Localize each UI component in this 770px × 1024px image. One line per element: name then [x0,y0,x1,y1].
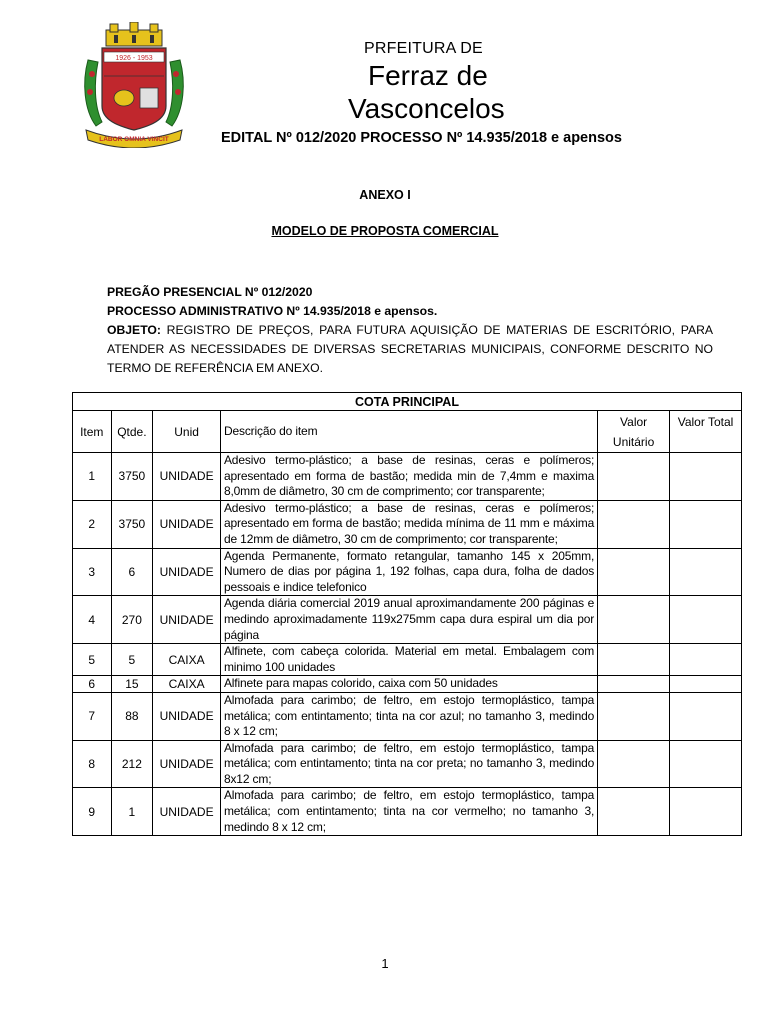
item-descricao: Almofada para carimbo; de feltro, em estojo termoplástico, tampa metálica; com entintamento; tinta na cor vermelho; no tamanho 3, medindo 8 x 12 cm; [220,788,597,836]
item-unid: UNIDADE [153,788,221,836]
processo-adm-line: PROCESSO ADMINISTRATIVO Nº 14.935/2018 e apensos. [107,304,438,318]
item-descricao: Almofada para carimbo; de feltro, em estojo termoplástico, tampa metálica; com entintamento; tinta na cor preta; no tamanho 3, medindo 8x12 cm; [220,740,597,788]
item-qtde: 3750 [111,453,153,501]
pregao-line: PREGÃO PRESENCIAL Nº 012/2020 [107,285,313,299]
table-row [73,788,742,836]
item-number: 6 [73,676,112,693]
header-qtde: Qtde. [111,411,153,453]
header-descricao: Descrição do item [220,411,597,453]
item-valor-total [670,453,742,501]
item-unid: UNIDADE [153,453,221,501]
item-valor-unitario [598,453,670,501]
item-qtde: 15 [111,676,153,693]
item-valor-unitario [598,788,670,836]
item-valor-total [670,788,742,836]
item-descricao: Alfinete para mapas colorido, caixa com 50 unidades [220,676,597,693]
item-descricao: Agenda Permanente, formato retangular, tamanho 145 x 205mm, Numero de dias por página 1, 192 folhas, capa dura, folha de dados pessoais e indice telefonico [220,548,597,596]
item-number: 5 [73,644,112,676]
item-valor-total [670,548,742,596]
svg-text:LABOR OMNIA VINCIT: LABOR OMNIA VINCIT [99,136,169,143]
item-number: 1 [73,453,112,501]
item-unid: UNIDADE [153,740,221,788]
item-qtde: 6 [111,548,153,596]
proposal-info [107,283,713,378]
item-valor-unitario [598,500,670,548]
header-item: Item [73,411,112,453]
item-number: 9 [73,788,112,836]
item-qtde: 1 [111,788,153,836]
item-valor-total [670,596,742,644]
table-row [73,740,742,788]
item-number: 3 [73,548,112,596]
item-descricao: Alfinete, com cabeça colorida. Material em metal. Embalagem com minimo 100 unidades [220,644,597,676]
item-valor-unitario [598,740,670,788]
item-number: 2 [73,500,112,548]
item-valor-total [670,740,742,788]
item-valor-total [670,644,742,676]
item-descricao: Adesivo termo-plástico; a base de resinas, ceras e polímeros; apresentado em forma de bastão; medida mínima de 11 mm e máxima de 12mm de diâmetro, 30 cm de comprimento; cor transparente; [220,500,597,548]
item-number: 7 [73,692,112,740]
table-row [73,692,742,740]
item-qtde: 212 [111,740,153,788]
item-qtde: 5 [111,644,153,676]
table-row [73,453,742,501]
item-valor-total [670,500,742,548]
item-valor-unitario [598,692,670,740]
item-unid: UNIDADE [153,692,221,740]
item-valor-unitario [598,596,670,644]
item-valor-total [670,692,742,740]
item-qtde: 270 [111,596,153,644]
item-unid: CAIXA [153,644,221,676]
item-valor-unitario [598,676,670,693]
item-valor-unitario [598,644,670,676]
anexo-title: ANEXO I [359,188,411,202]
processo-number: PROCESSO Nº 14.935/2018 e apensos [360,130,622,146]
table-row [73,500,742,548]
modelo-title: MODELO DE PROPOSTA COMERCIAL [271,224,499,238]
table-header-row [73,411,742,453]
header-unid: Unid [153,411,221,453]
edital-number: EDITAL Nº 012/2020 [221,130,357,146]
item-unid: UNIDADE [153,548,221,596]
objeto-paragraph [107,321,713,378]
table-row [73,676,742,693]
coat-of-arms-logo [80,22,188,148]
table-row [73,596,742,644]
prefeitura-label: PRFEITURA DE [364,40,483,57]
item-valor-unitario [598,548,670,596]
objeto-label: OBJETO: [107,323,161,337]
item-number: 4 [73,596,112,644]
city-name-line1: Ferraz de [368,60,488,91]
item-number: 8 [73,740,112,788]
city-name-line2: Vasconcelos [348,93,505,120]
item-unid: UNIDADE [153,500,221,548]
table-section-title: COTA PRINCIPAL [73,393,742,411]
page-number: 1 [381,956,389,971]
items-table [72,392,742,836]
svg-text:1926 - 1953: 1926 - 1953 [115,55,153,62]
header-valor-unitario: Valor Unitário [598,411,670,453]
objeto-text: REGISTRO DE PREÇOS, PARA FUTURA AQUISIÇÃO DE MATERIAS DE ESCRITÓRIO, PARA ATENDER AS NECESSIDADES DE DIVERSAS SECRETARIAS MUNICIPAIS, CONFORME DESCRITO NO TERMO DE REFERÊNCIA EM ANEXO. [107,323,714,375]
edital-header [221,130,622,146]
item-descricao: Agenda diária comercial 2019 anual aproximandamente 200 páginas e medindo aproximadamente 119x275mm capa dura espiral um dia por página [220,596,597,644]
table-row [73,644,742,676]
item-descricao: Adesivo termo-plástico; a base de resinas, ceras e polímeros; apresentado em forma de bastão; medida min de 7,4mm e maxima 8,0mm de diâmetro, 30 cm de comprimento; cor transparente; [220,453,597,501]
item-unid: UNIDADE [153,596,221,644]
table-row [73,548,742,596]
item-descricao: Almofada para carimbo; de feltro, em estojo termoplástico, tampa metálica; com entintamento; tinta na cor azul; no tamanho 3, medindo 8 x 12 cm; [220,692,597,740]
item-unid: CAIXA [153,676,221,693]
header-valor-total: Valor Total [670,411,742,453]
item-qtde: 88 [111,692,153,740]
item-valor-total [670,676,742,693]
item-qtde: 3750 [111,500,153,548]
